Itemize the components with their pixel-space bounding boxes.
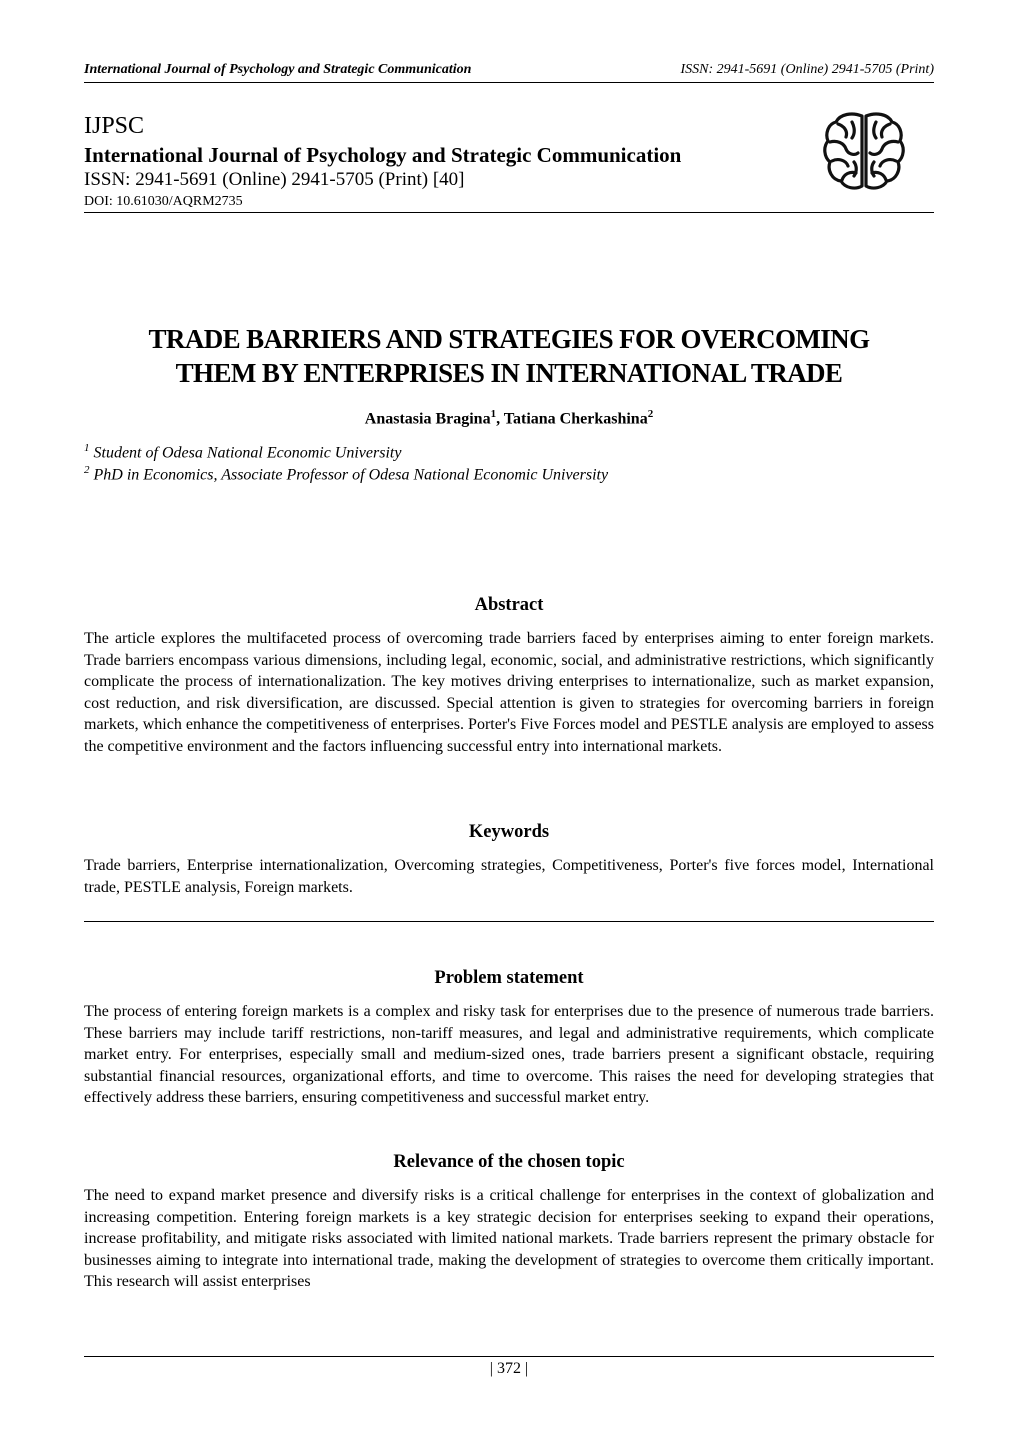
- keywords-heading: Keywords: [468, 822, 550, 842]
- affiliation: [84, 464, 934, 484]
- abstract-text: The article explores the multifaceted process of overcoming trade barriers faced by enterprises aiming to enter foreign markets. Trade barriers encompass various dimensions, including legal, economic, social, and administrative restrictions, which significantly complicate the process of internationalization. The key motives driving enterprises to internationalize, such as market expansion, cost reduction, and risk diversification, are discussed. Special attention is given to strategies for overcoming barriers in foreign markets, which enhance the competitiveness of enterprises. Porter's Five Forces model and PESTLE analysis are employed to assess the competitive environment and the factors influencing successful entry into international markets.: [84, 630, 934, 755]
- paper-title-line-1: TRADE BARRIERS AND STRATEGIES FOR OVERCOMING: [148, 324, 870, 354]
- running-header: [84, 62, 934, 78]
- header-rule: [84, 82, 934, 83]
- author-separator: ,: [496, 410, 504, 428]
- journal-abbreviation: IJPSC: [84, 113, 145, 139]
- problem-statement-heading: Problem statement: [434, 968, 584, 988]
- page-number: | 372 |: [489, 1360, 529, 1377]
- journal-name: International Journal of Psychology and Strategic Communication: [84, 143, 682, 167]
- affiliation: [84, 442, 934, 462]
- abstract-heading: Abstract: [474, 595, 544, 615]
- relevance-heading: Relevance of the chosen topic: [393, 1152, 625, 1172]
- affiliation-number: 2: [84, 464, 90, 476]
- relevance-text: The need to expand market presence and diversify risks is a critical challenge for enterprises in the context of globalization and increasing competition. Entering foreign markets is a key strategic decision for enterprises seeking to expand their operations, increase profitability, and mitigate risks associated with limited national markets. Trade barriers represent the primary obstacle for businesses aiming to integrate into international trade, making the development of strategies to overcome them critically important. This research will assist enterprises: [84, 1187, 934, 1291]
- affiliation-text: PhD in Economics, Associate Professor of Odesa National Economic University: [89, 466, 609, 484]
- author-name: Anastasia Bragina: [364, 410, 491, 428]
- running-header-journal: International Journal of Psychology and Strategic Communication: [84, 62, 472, 77]
- author-affiliation-mark: 1: [490, 408, 497, 420]
- footer-rule: [84, 1356, 934, 1357]
- problem-statement-text: The process of entering foreign markets is a complex and risky task for enterprises due to the presence of numerous trade barriers. These barriers may include tariff restrictions, non-tariff measures, and legal and administrative requirements, which complicate market entry. For enterprises, especially small and medium-sized ones, trade barriers present a significant obstacle, requiring substantial financial resources, organizational efforts, and time to overcome. This raises the need for developing strategies that effectively address these barriers, ensuring competitiveness and successful market entry.: [84, 1003, 934, 1107]
- masthead: [84, 112, 804, 211]
- keywords-text: Trade barriers, Enterprise internationalization, Overcoming strategies, Competitiveness, Porter's five forces model, International trade, PESTLE analysis, Foreign markets.: [84, 857, 934, 896]
- doi-line: DOI: 10.61030/AQRM2735: [84, 194, 243, 209]
- affiliation-text: Student of Odesa National Economic University: [89, 444, 402, 462]
- section-rule: [84, 921, 934, 922]
- issn-line: ISSN: 2941-5691 (Online) 2941-5705 (Print) [40]: [84, 169, 465, 190]
- authors: [84, 408, 934, 428]
- author-name: Tatiana Cherkashina: [503, 410, 648, 428]
- paper-title: [84, 322, 934, 390]
- affiliation-number: 1: [84, 442, 90, 454]
- author-affiliation-mark: 2: [647, 408, 654, 420]
- masthead-rule: [84, 212, 934, 213]
- brain-icon: [822, 110, 906, 192]
- paper-title-line-2: THEM BY ENTERPRISES IN INTERNATIONAL TRADE: [175, 358, 843, 388]
- running-header-issn: ISSN: 2941-5691 (Online) 2941-5705 (Print): [680, 62, 934, 77]
